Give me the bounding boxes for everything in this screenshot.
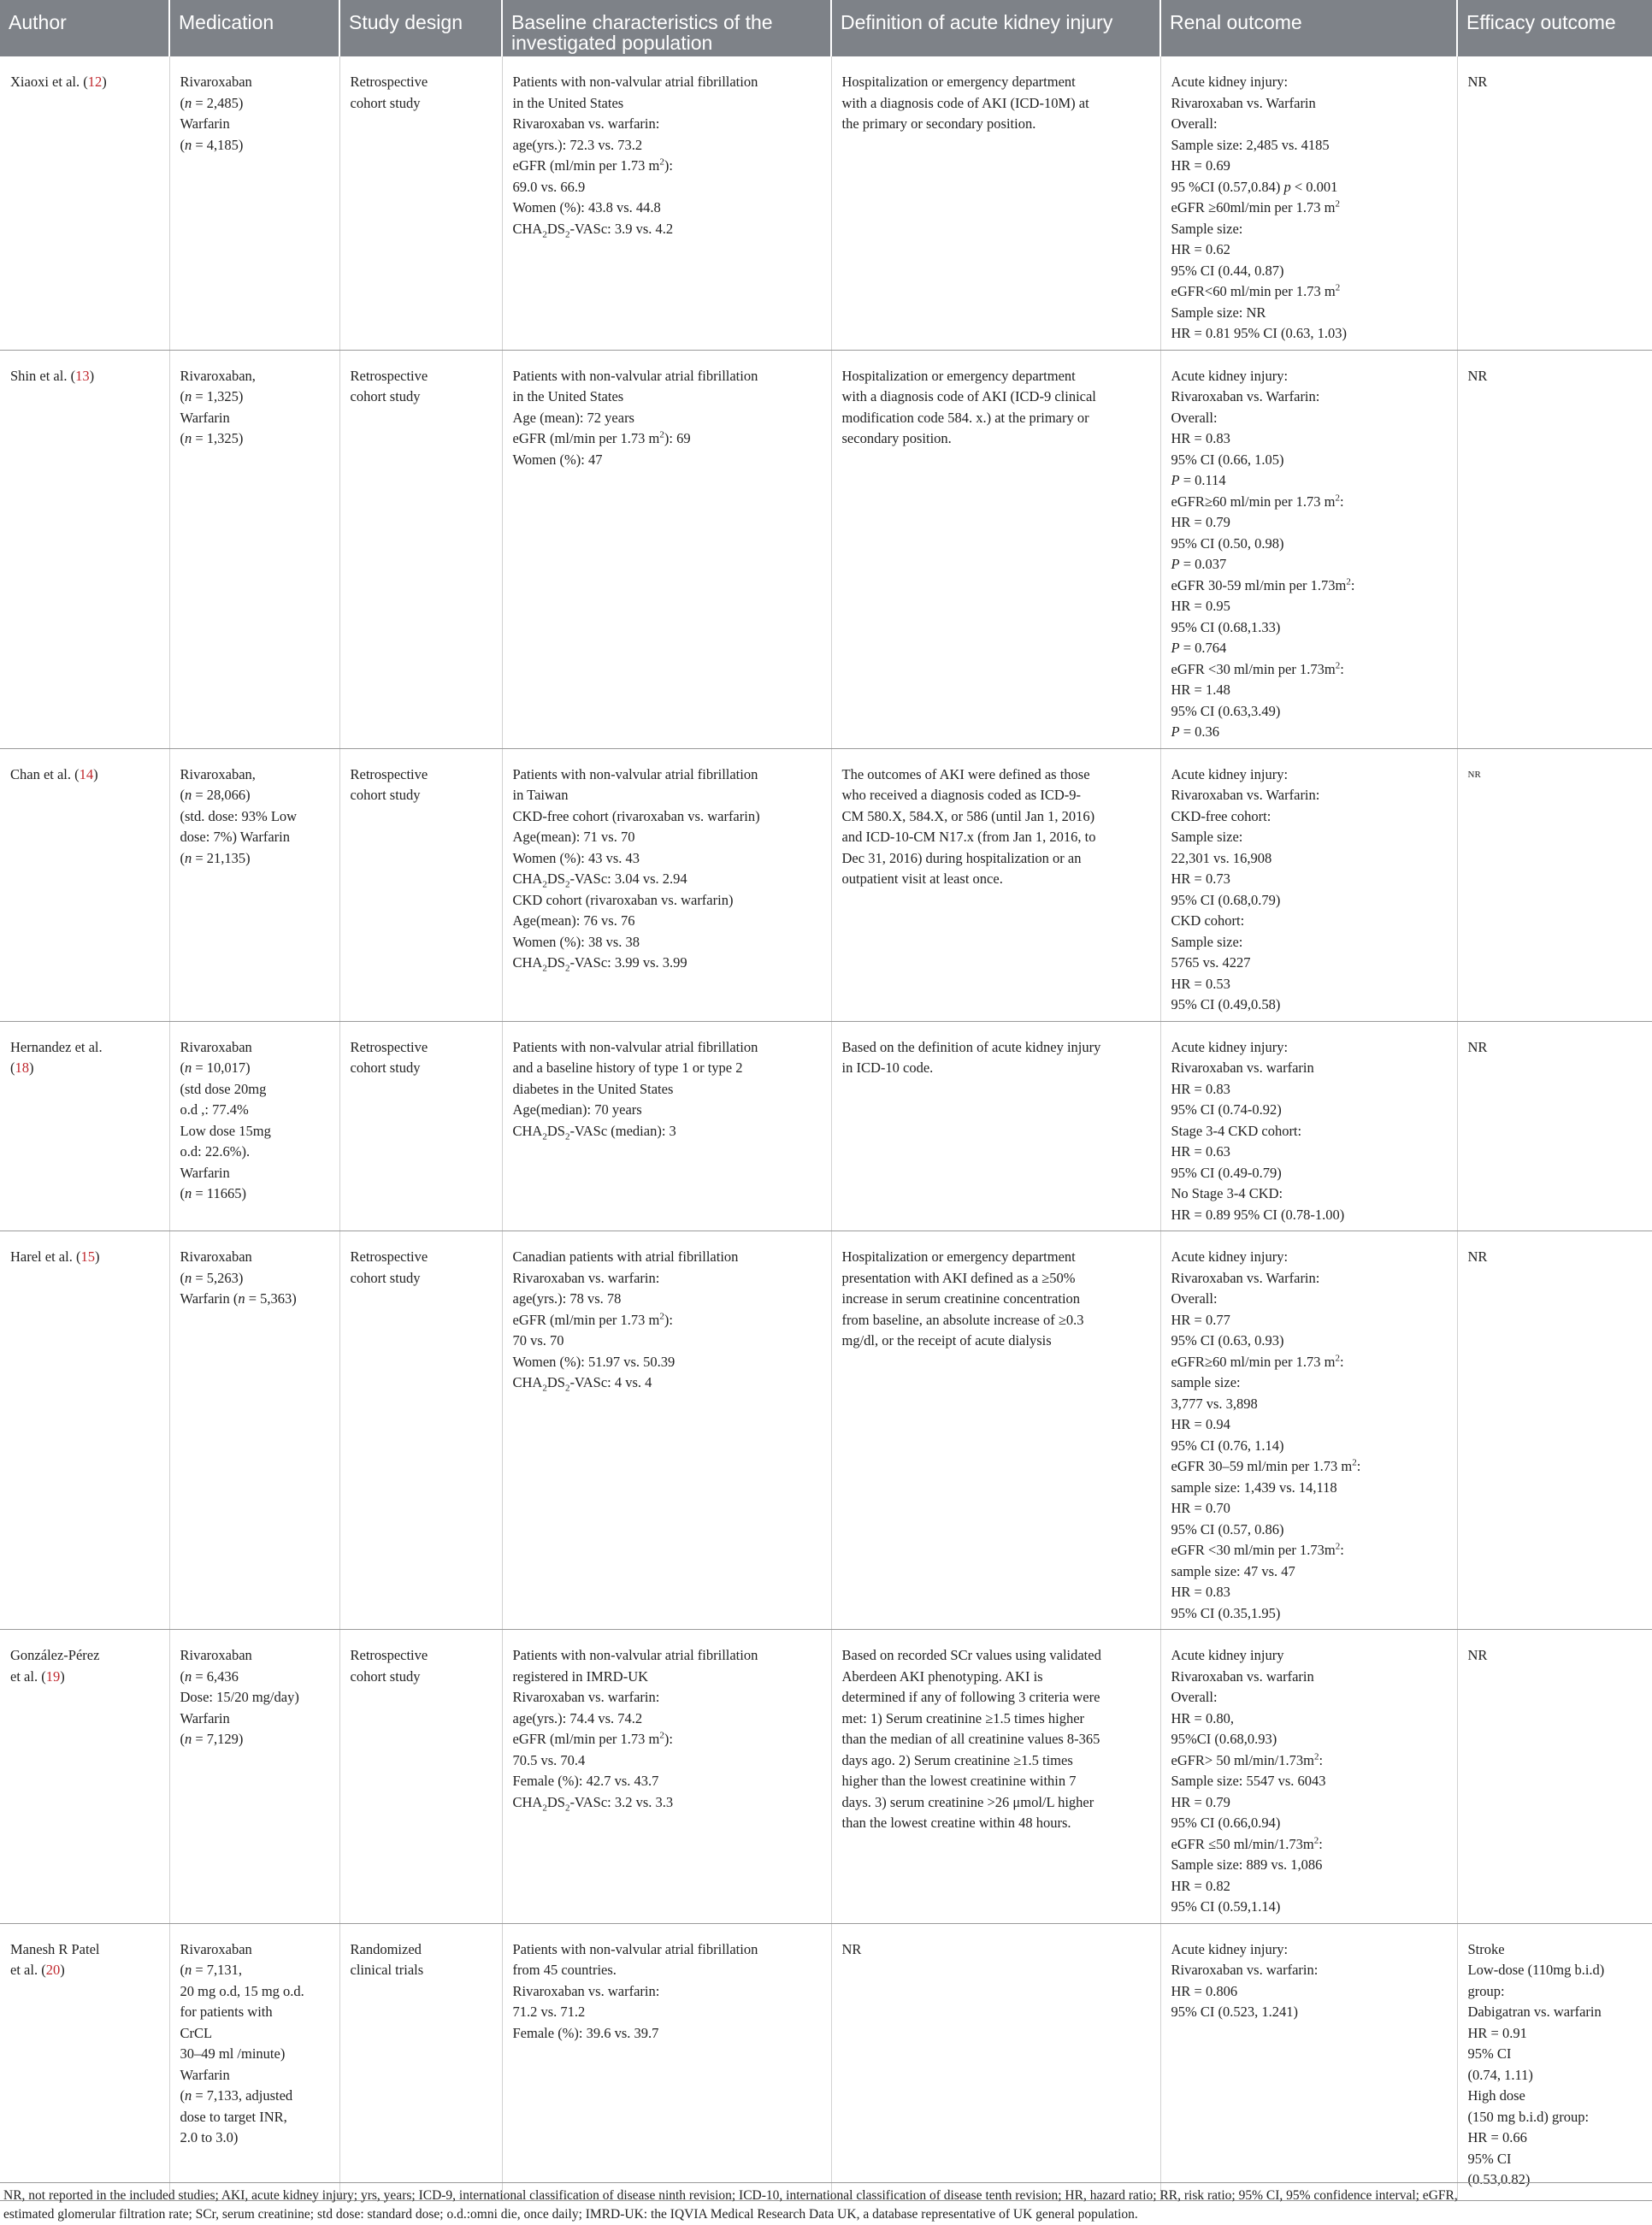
cell-efficacy: Stroke Low-dose (110mg b.i.d) group: Dabigatran vs. warfarin HR = 0.91 95% CI (0.74, 1.11) High dose (150 mg b.i.d) group: HR = 0.66 95% CI (0.53,0.82) xyxy=(1457,1923,1652,2200)
citation-link[interactable]: 13 xyxy=(75,367,90,384)
table-row xyxy=(0,1021,1652,1231)
header-study-design: Study design xyxy=(339,0,502,56)
cell-medication: Rivaroxaban (n = 7,131, 20 mg o.d, 15 mg o.d. for patients with CrCL 30–49 ml /minute) Warfarin (n = 7,133, adjusted dose to target INR, 2.0 to 3.0) xyxy=(169,1923,339,2200)
citation-link[interactable]: 12 xyxy=(87,74,103,90)
cell-design: Retrospective cohort study xyxy=(339,56,502,350)
cell-design: Randomized clinical trials xyxy=(339,1923,502,2200)
cell-baseline: Patients with non-valvular atrial fibrillation registered in IMRD-UK Rivaroxaban vs. warfarin: age(yrs.): 74.4 vs. 74.2 eGFR (ml/min per 1.73 $m^2$): 70.5 vs. 70.4 Female (%): 42.7 vs. 43.7 $CHA_2DS_2$-VASc: 3.2 vs. 3.3 xyxy=(502,1630,831,1924)
cell-renal: Acute kidney injury Rivaroxaban vs. warfarin Overall: HR = 0.80, 95%CI (0.68,0.93) eGFR> 50 $ml/\min/1.73m^2$: Sample size: 5547 vs. 6043 HR = 0.79 95% CI (0.66,0.94) eGFR ≤50 $ml/\min/1.73m^2$: Sample size: 889 vs. 1,086 HR = 0.82 95% CI (0.59,1.14) xyxy=(1160,1630,1457,1924)
cell-efficacy: NR xyxy=(1457,748,1652,1021)
cell-design: Retrospective cohort study xyxy=(339,1231,502,1630)
citation-link[interactable]: 14 xyxy=(79,765,94,782)
cell-baseline: Patients with non-valvular atrial fibrillation from 45 countries. Rivaroxaban vs. warfarin: 71.2 vs. 71.2 Female (%): 39.6 vs. 39.7 xyxy=(502,1923,831,2200)
footnote-line-2: estimated glomerular filtration rate; SCr, serum creatinine; std dose: standard dose; o.d.:omni die, once daily; IMRD-UK: the IQVIA Medical Research Data UK, a database representative of UK general population. xyxy=(3,2207,1138,2222)
cell-medication: Rivaroxaban, (n = 1,325) Warfarin (n = 1,325) xyxy=(169,350,339,748)
cell-medication: Rivaroxaban (n = 5,263) Warfarin (n = 5,363) xyxy=(169,1231,339,1630)
citation-link[interactable]: 15 xyxy=(80,1248,95,1265)
cell-design: Retrospective cohort study xyxy=(339,748,502,1021)
footnote-line-1: NR, not reported in the included studies; AKI, acute kidney injury; yrs, years; ICD-9, international classification of disease ninth revision; ICD-10, international classification of disease tenth revision; HR, hazard ratio; RR, risk ratio; 95% CI, 95% confidence interval; eGFR, xyxy=(3,2188,1458,2203)
table-row xyxy=(0,56,1652,350)
table-row xyxy=(0,1630,1652,1924)
cell-renal: Acute kidney injury: Rivaroxaban vs. Warfarin: Overall: HR = 0.77 95% CI (0.63, 0.93) eGFR≥60 ml/min per 1.73 $m^2$: sample size: 3,777 vs. 3,898 HR = 0.94 95% CI (0.76, 1.14) eGFR 30–59 ml/min per 1.73 $m^2$: sample size: 1,439 vs. 14,118 HR = 0.70 95% CI (0.57, 0.86) eGFR <30 ml/min per $1.73m^2$: sample size: 47 vs. 47 HR = 0.83 95% CI (0.35,1.95) xyxy=(1160,1231,1457,1630)
cell-definition: Hospitalization or emergency department with a diagnosis code of AKI (ICD-9 clinical modification code 584. x.) at the primary or secondary position. xyxy=(831,350,1160,748)
cell-renal: Acute kidney injury: Rivaroxaban vs. warfarin: HR = 0.806 95% CI (0.523, 1.241) xyxy=(1160,1923,1457,2200)
cell-baseline: Canadian patients with atrial fibrillation Rivaroxaban vs. warfarin: age(yrs.): 78 vs. 78 eGFR (ml/min per 1.73 $m^2$): 70 vs. 70 Women (%): 51.97 vs. 50.39 $CHA_2DS_2$-VASc: 4 vs. 4 xyxy=(502,1231,831,1630)
table-row xyxy=(0,748,1652,1021)
cell-definition: The outcomes of AKI were defined as those who received a diagnosis coded as ICD-9- CM 580.X, 584.X, or 586 (until Jan 1, 2016) and ICD-10-CM N17.x (from Jan 1, 2016, to Dec 31, 2016) during hospitalization or an outpatient visit at least once. xyxy=(831,748,1160,1021)
cell-author: Harel et al. (15) xyxy=(0,1231,169,1630)
cell-author: González-Pérez et al. (19) xyxy=(0,1630,169,1924)
cell-baseline: Patients with non-valvular atrial fibrillation and a baseline history of type 1 or type 2 diabetes in the United States Age(median): 70 years $CHA_2DS_2$-VASc (median): 3 xyxy=(502,1021,831,1231)
table-body xyxy=(0,56,1652,2200)
cell-definition: Based on the definition of acute kidney injury in ICD-10 code. xyxy=(831,1021,1160,1231)
cell-medication: Rivaroxaban (n = 2,485) Warfarin (n = 4,185) xyxy=(169,56,339,350)
cell-design: Retrospective cohort study xyxy=(339,350,502,748)
cell-baseline: Patients with non-valvular atrial fibrillation in the United States Rivaroxaban vs. warfarin: age(yrs.): 72.3 vs. 73.2 eGFR (ml/min per 1.73 $m^2$): 69.0 vs. 66.9 Women (%): 43.8 vs. 44.8 $CHA_2DS_2$-VASc: 3.9 vs. 4.2 xyxy=(502,56,831,350)
cell-author: Xiaoxi et al. (12) xyxy=(0,56,169,350)
cell-efficacy: NR xyxy=(1457,56,1652,350)
cell-renal: Acute kidney injury: Rivaroxaban vs. warfarin HR = 0.83 95% CI (0.74-0.92) Stage 3-4 CKD cohort: HR = 0.63 95% CI (0.49-0.79) No Stage 3-4 CKD: HR = 0.89 95% CI (0.78-1.00) xyxy=(1160,1021,1457,1231)
cell-author: Hernandez et al. (18) xyxy=(0,1021,169,1231)
header-baseline: Baseline characteristics of the investigated population xyxy=(502,0,831,56)
cell-renal: Acute kidney injury: Rivaroxaban vs. Warfarin: Overall: HR = 0.83 95% CI (0.66, 1.05) P = 0.114 eGFR≥60 ml/min per 1.73 $m^2$: HR = 0.79 95% CI (0.50, 0.98) P = 0.037 eGFR 30-59 ml/min per $1.73m^2$: HR = 0.95 95% CI (0.68,1.33) P = 0.764 eGFR <30 ml/min per $1.73m^2$: HR = 1.48 95% CI (0.63,3.49) P = 0.36 xyxy=(1160,350,1457,748)
cell-author: Chan et al. (14) xyxy=(0,748,169,1021)
cell-efficacy: NR xyxy=(1457,350,1652,748)
cell-medication: Rivaroxaban (n = 6,436 Dose: 15/20 mg/day) Warfarin (n = 7,129) xyxy=(169,1630,339,1924)
cell-renal: Acute kidney injury: Rivaroxaban vs. Warfarin: CKD-free cohort: Sample size: 22,301 vs. 16,908 HR = 0.73 95% CI (0.68,0.79) CKD cohort: Sample size: 5765 vs. 4227 HR = 0.53 95% CI (0.49,0.58) xyxy=(1160,748,1457,1021)
cell-definition: NR xyxy=(831,1923,1160,2200)
header-row xyxy=(0,0,1652,56)
citation-link[interactable]: 20 xyxy=(45,1962,61,1978)
cell-definition: Based on recorded SCr values using validated Aberdeen AKI phenotyping. AKI is determined if any of following 3 criteria were met: 1) Serum creatinine ≥1.5 times higher than the median of all creatinine values 8-365 days ago. 2) Serum creatinine ≥1.5 times higher than the lowest creatinine within 7 days. 3) serum creatinine >26 μmol/L higher than the lowest creatine within 48 hours. xyxy=(831,1630,1160,1924)
header-renal-outcome: Renal outcome xyxy=(1160,0,1457,56)
table-row xyxy=(0,1231,1652,1630)
cell-renal: Acute kidney injury: Rivaroxaban vs. Warfarin Overall: Sample size: 2,485 vs. 4185 HR = 0.69 95 %CI (0.57,0.84) p < 0.001 eGFR ≥60ml/min per 1.73 $m^2$ Sample size: HR = 0.62 95% CI (0.44, 0.87) eGFR<60 ml/min per 1.73 $m^2$ Sample size: NR HR = 0.81 95% CI (0.63, 1.03) xyxy=(1160,56,1457,350)
cell-author: Manesh R Patel et al. (20) xyxy=(0,1923,169,2200)
cell-efficacy: NR xyxy=(1457,1231,1652,1630)
cell-definition: Hospitalization or emergency department with a diagnosis code of AKI (ICD-10M) at the primary or secondary position. xyxy=(831,56,1160,350)
cell-definition: Hospitalization or emergency department presentation with AKI defined as a ≥50% increase in serum creatinine concentration from baseline, an absolute increase of ≥0.3 mg/dl, or the receipt of acute dialysis xyxy=(831,1231,1160,1630)
cell-design: Retrospective cohort study xyxy=(339,1021,502,1231)
cell-efficacy: NR xyxy=(1457,1021,1652,1231)
table-row xyxy=(0,1923,1652,2200)
citation-link[interactable]: 19 xyxy=(45,1667,61,1685)
cell-design: Retrospective cohort study xyxy=(339,1630,502,1924)
header-medication: Medication xyxy=(169,0,339,56)
cell-efficacy: NR xyxy=(1457,1630,1652,1924)
cell-baseline: Patients with non-valvular atrial fibrillation in Taiwan CKD-free cohort (rivaroxaban vs. warfarin) Age(mean): 71 vs. 70 Women (%): 43 vs. 43 $CHA_2DS_2$-VASc: 3.04 vs. 2.94 CKD cohort (rivaroxaban vs. warfarin) Age(mean): 76 vs. 76 Women (%): 38 vs. 38 $CHA_2DS_2$-VASc: 3.99 vs. 3.99 xyxy=(502,748,831,1021)
cell-medication: Rivaroxaban, (n = 28,066) (std. dose: 93% Low dose: 7%) Warfarin (n = 21,135) xyxy=(169,748,339,1021)
cell-medication: Rivaroxaban (n = 10,017) (std dose 20mg o.d ,: 77.4% Low dose 15mg o.d: 22.6%). Warfarin (n = 11665) xyxy=(169,1021,339,1231)
cell-baseline: Patients with non-valvular atrial fibrillation in the United States Age (mean): 72 years eGFR (ml/min per 1.73 $m^2$): 69 Women (%): 47 xyxy=(502,350,831,748)
header-author: Author xyxy=(0,0,169,56)
header-aki-definition: Definition of acute kidney injury xyxy=(831,0,1160,56)
citation-link[interactable]: 18 xyxy=(15,1059,29,1076)
table-footnote xyxy=(0,2182,1652,2224)
table-row xyxy=(0,350,1652,748)
header-efficacy-outcome: Efficacy outcome xyxy=(1457,0,1652,56)
cell-author: Shin et al. (13) xyxy=(0,350,169,748)
